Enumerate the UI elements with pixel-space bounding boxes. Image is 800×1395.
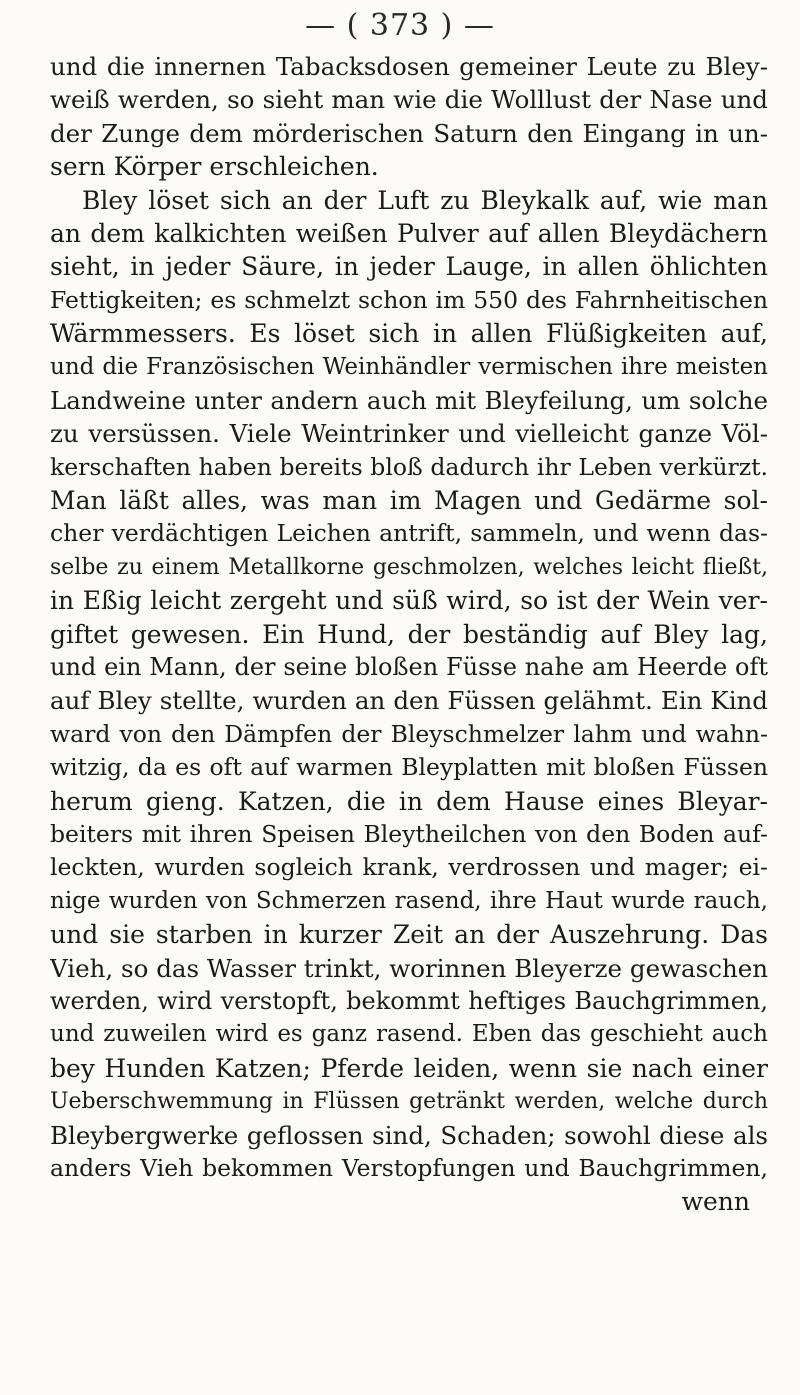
text-line: zu versüssen. Viele Weintrinker und vielleicht ganze Völ-: [50, 419, 768, 449]
text-line: Wärmmessers. Es löset sich in allen Flüßigkeiten auf,: [50, 319, 768, 349]
text-line: herum gieng. Katzen, die in dem Hause eines Bleyar-: [50, 786, 768, 816]
body-text: [50, 50, 768, 1219]
text-line: und zuweilen wird es ganz rasend. Eben das geschieht auch: [50, 1021, 768, 1048]
text-line: giftet gewesen. Ein Hund, der beständig auf Bley lag,: [50, 619, 768, 649]
text-line: ward von den Dämpfen der Bleyschmelzer lahm und wahn-: [50, 719, 768, 748]
text-line: weiß werden, so sieht man wie die Wolllust der Nase und: [50, 85, 768, 115]
text-line: Bleybergwerke geflossen sind, Schaden; sowohl diese als: [50, 1120, 768, 1150]
text-line: an dem kalkichten weißen Pulver auf allen Bleydächern: [50, 218, 768, 248]
text-line: und sie starben in kurzer Zeit an der Auszehrung. Das: [50, 920, 768, 950]
text-line: nige wurden von Schmerzen rasend, ihre Haut wurde rauch,: [50, 887, 768, 914]
catchword: wenn: [681, 1187, 750, 1217]
page-number-header: — ( 373 ) —: [305, 8, 495, 43]
text-line: werden, wird verstopft, bekommt heftiges Bauchgrimmen,: [50, 986, 768, 1015]
text-line: der Zunge dem mörderischen Saturn den Eingang in un-: [50, 118, 768, 148]
text-line: Fettigkeiten; es schmelzt schon im 550 des Fahrnheitischen: [50, 285, 768, 314]
text-line: witzig, da es oft auf warmen Bleyplatten mit bloßen Füssen: [50, 753, 768, 782]
text-line: in Eßig leicht zergeht und süß wird, so ist der Wein ver-: [50, 586, 768, 616]
text-line: selbe zu einem Metallkorne geschmolzen, welches leicht fließt,: [50, 554, 768, 580]
text-line: cher verdächtigen Leichen antrift, sammeln, und wenn das-: [50, 519, 768, 548]
text-line: kerschaften haben bereits bloß dadurch ihr Leben verkürzt.: [50, 452, 768, 481]
text-line: Man läßt alles, was man im Magen und Gedärme sol-: [50, 486, 768, 516]
text-line: bey Hunden Katzen; Pferde leiden, wenn sie nach einer: [50, 1053, 768, 1083]
text-line: und ein Mann, der seine bloßen Füsse nahe am Heerde oft: [50, 653, 768, 682]
text-line: leckten, wurden sogleich krank, verdrossen und mager; ei-: [50, 853, 768, 882]
text-line: auf Bley stellte, wurden an den Füssen gelähmt. Ein Kind: [50, 686, 768, 716]
text-line: anders Vieh bekommen Verstopfungen und Bauchgrimmen,: [50, 1153, 768, 1182]
text-line: und die innernen Tabacksdosen gemeiner Leute zu Bley-: [50, 52, 768, 81]
text-line: Vieh, so das Wasser trinkt, worinnen Bleyerze gewaschen: [50, 953, 768, 983]
text-line: beiters mit ihren Speisen Bleytheilchen von den Boden auf-: [50, 819, 768, 848]
text-line: Ueberschwemmung in Flüssen getränkt werden, welche durch: [50, 1089, 768, 1115]
text-line: sern Körper erschleichen.: [50, 152, 379, 182]
text-line: Landweine unter andern auch mit Bleyfeilung, um solche: [50, 385, 768, 415]
text-line: Bley löset sich an der Luft zu Bleykalk auf, wie man: [82, 185, 768, 215]
text-line: sieht, in jeder Säure, in jeder Lauge, in allen öhlichten: [50, 252, 768, 282]
text-line: und die Französischen Weinhändler vermischen ihre meisten: [50, 353, 768, 380]
